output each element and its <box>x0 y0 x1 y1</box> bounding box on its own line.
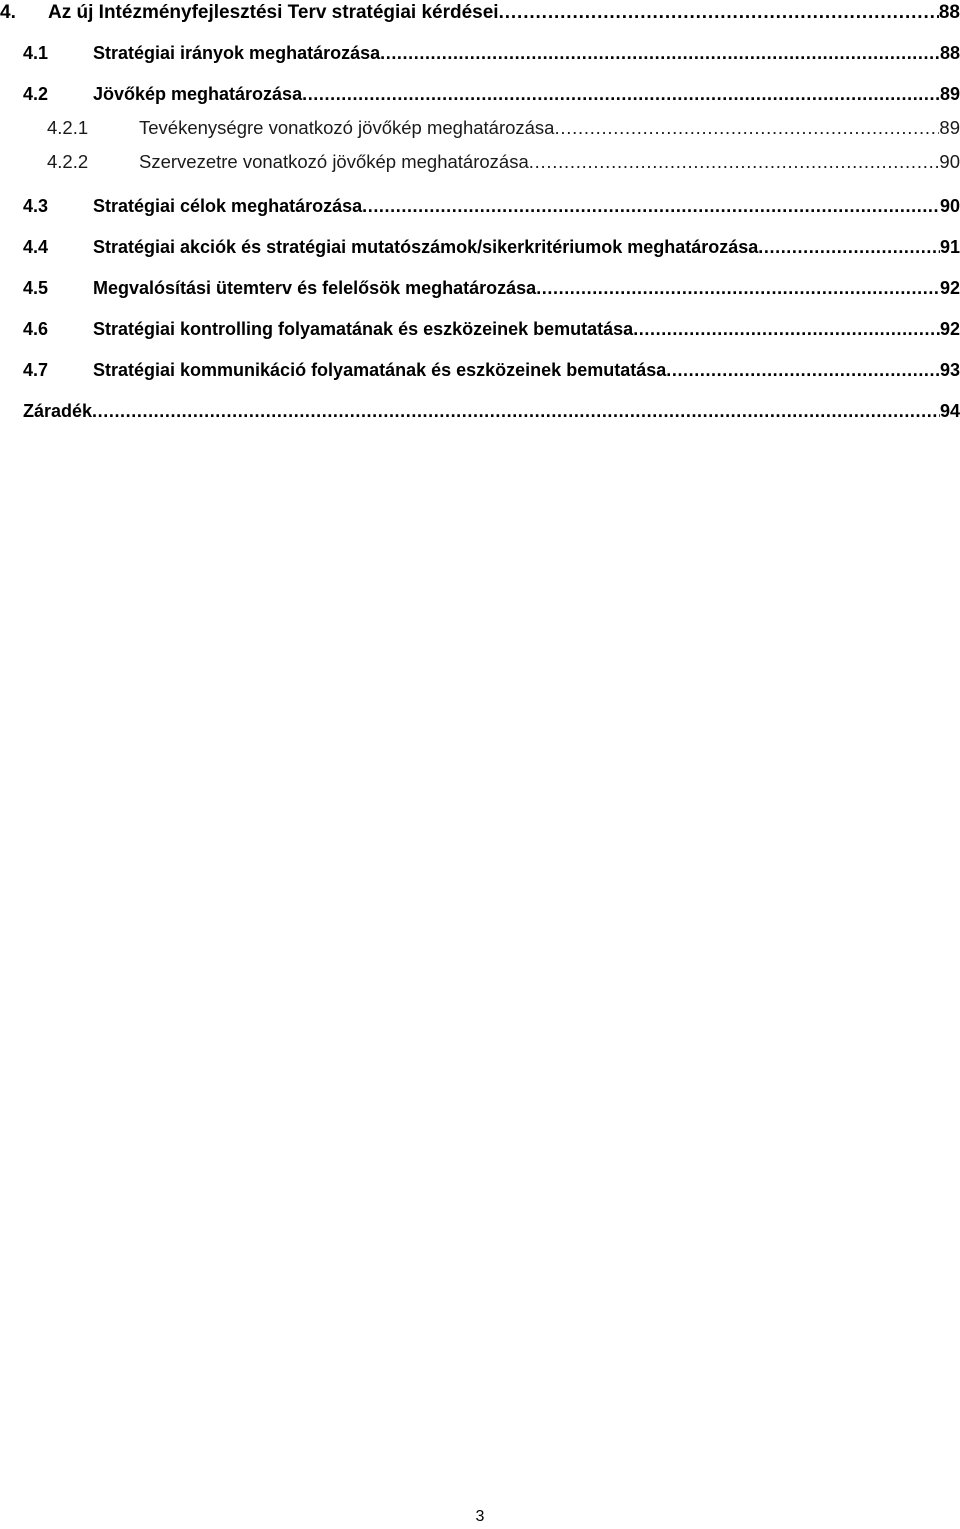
toc-entry-page: 88 <box>938 2 960 23</box>
toc-entry-number: 4.3 <box>23 196 49 216</box>
toc-entry-title: Stratégiai irányok meghatározása <box>93 43 381 63</box>
toc-entry-page: 91 <box>939 237 960 257</box>
toc-entry-number: 4. <box>0 2 16 23</box>
toc-dot-leader <box>758 237 940 258</box>
toc-entry-title: Tevékenységre vonatkozó jövőkép meghatározása <box>139 117 555 138</box>
toc-entry-4-6[interactable] <box>0 319 960 351</box>
toc-dot-leader <box>536 278 940 299</box>
toc-dot-leader <box>302 84 940 105</box>
toc-entry-title: Szervezetre vonatkozó jövőkép meghatározása <box>139 151 529 172</box>
toc-entry-title: Stratégiai kontrolling folyamatának és eszközeinek bemutatása <box>93 319 634 339</box>
toc-entry-number: 4.6 <box>23 319 49 339</box>
toc-entry-4-3[interactable] <box>0 196 960 228</box>
toc-entry-title: Stratégiai kommunikáció folyamatának és eszközeinek bemutatása <box>93 360 667 380</box>
toc-entry-4-2-1[interactable] <box>0 117 960 149</box>
toc-dot-leader <box>529 151 940 173</box>
toc-entry-page: 93 <box>939 360 960 380</box>
toc-entry-4-5[interactable] <box>0 278 960 310</box>
toc-entry-4-2-2[interactable] <box>0 151 960 183</box>
toc-entry-title: Stratégiai célok meghatározása <box>93 196 363 216</box>
toc-entry-4-1[interactable] <box>0 43 960 75</box>
toc-entry-page: 88 <box>939 43 960 63</box>
toc-dot-leader <box>499 2 939 24</box>
toc-entry-4-2[interactable] <box>0 84 960 116</box>
toc-entry-4-7[interactable] <box>0 360 960 392</box>
toc-entry-page: 92 <box>939 319 960 339</box>
toc-entry-zaradek[interactable] <box>0 401 960 433</box>
toc-entry-page: 94 <box>939 401 960 421</box>
toc-entry-number: 4.1 <box>23 43 49 63</box>
page-number: 3 <box>475 1508 485 1525</box>
toc-entry-number: 4.2.2 <box>47 151 89 172</box>
toc-dot-leader <box>92 401 940 422</box>
toc-entry-page: 89 <box>939 117 960 138</box>
toc-entry-4-4[interactable] <box>0 237 960 269</box>
toc-entry-4[interactable] <box>0 2 960 34</box>
toc-entry-title: Az új Intézményfejlesztési Terv stratégiai kérdései <box>48 2 499 23</box>
toc-dot-leader <box>666 360 940 381</box>
toc-entry-page: 90 <box>939 151 960 172</box>
toc-entry-number: 4.5 <box>23 278 49 298</box>
toc-entry-title: Záradék <box>23 401 93 421</box>
toc-entry-number: 4.2 <box>23 84 49 104</box>
toc-entry-title: Stratégiai akciók és stratégiai mutatószámok/sikerkritériumok meghatározása <box>93 237 759 257</box>
toc-entry-page: 92 <box>939 278 960 298</box>
toc-dot-leader <box>554 117 939 139</box>
toc-entry-number: 4.7 <box>23 360 49 380</box>
toc-entry-title: Megvalósítási ütemterv és felelősök meghatározása <box>93 278 537 298</box>
toc-entry-page: 90 <box>939 196 960 216</box>
toc-dot-leader <box>362 196 940 217</box>
toc-entry-title: Jövőkép meghatározása <box>93 84 303 104</box>
toc-entry-number: 4.2.1 <box>47 117 89 138</box>
toc-entry-number: 4.4 <box>23 237 49 257</box>
toc-dot-leader <box>380 43 940 64</box>
toc-dot-leader <box>633 319 940 340</box>
toc-entry-page: 89 <box>939 84 960 104</box>
